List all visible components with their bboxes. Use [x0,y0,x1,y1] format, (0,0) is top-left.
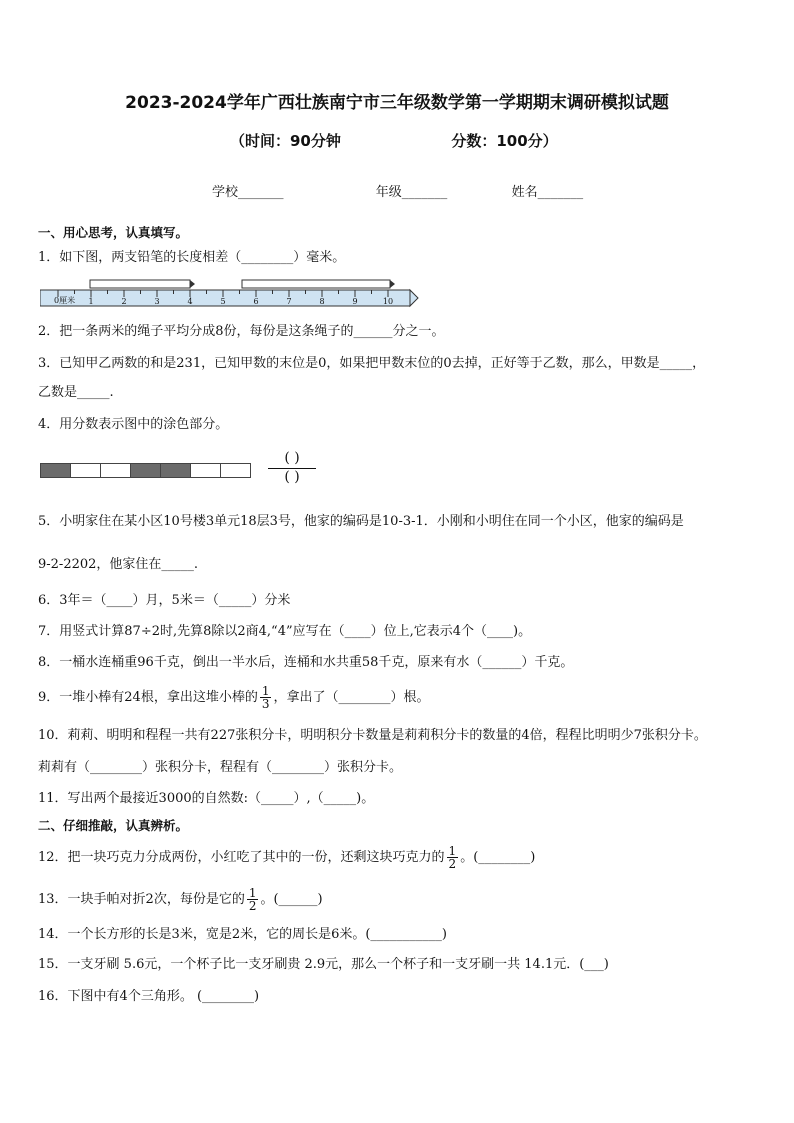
ruler-tick-label: 7 [286,297,292,306]
shaded-cell [160,463,191,478]
ruler-tick-label: 6 [253,297,259,306]
question-11: 11．写出两个最接近3000的自然数:（_____）,（_____)。 [38,791,375,806]
fraction-one-half [247,887,259,912]
question-12 [38,845,535,870]
fraction-numerator: 1 [248,886,257,900]
fraction-numerator: 1 [261,684,270,698]
fraction-denominator-blank: ( ) [284,469,300,485]
pencil-2-tip [390,280,395,288]
grade-field: 年级_______ [375,185,448,200]
school-field: 学校_______ [212,185,284,200]
question-8: 8．一桶水连桶重96千克，倒出一半水后，连桶和水共重58千克，原来有水（______）千克。 [38,655,574,670]
question-13 [38,887,323,912]
empty-cell [100,463,131,478]
question-5-line-1: 5．小明家住在某小区10号楼3单元18层3号，他家的编码是10-3-1．小刚和小明住在同一个小区，他家的编码是 [38,514,684,529]
question-4: 4．用分数表示图中的涂色部分。 [38,417,229,432]
question-10-line-1: 10．莉莉、明明和程程一共有227张积分卡，明明积分卡数量是莉莉积分卡的数量的4倍，程程比明明少7张积分卡。 [38,728,707,743]
question-13-text-b: 。(______) [260,892,323,907]
section-1-heading: 一、用心思考，认真填写。 [38,225,189,240]
name-field: 姓名_______ [511,185,584,200]
question-12-text-a: 12．把一块巧克力分成两份，小红吃了其中的一份，还剩这块巧克力的 [38,850,445,865]
question-2: 2．把一条两米的绳子平均分成8份，每份是这条绳子的______分之一。 [38,324,445,339]
question-9-text-b: ，拿出了（________）根。 [273,690,430,705]
shaded-cell [40,463,71,478]
ruler-zero-label: 0厘米 [54,296,76,305]
fraction-denominator: 2 [448,857,457,871]
fraction-denominator: 2 [248,899,257,913]
score-label: 分数：100分） [451,132,558,150]
ruler-tick-label: 3 [154,297,160,306]
ruler-tick-label: 2 [121,297,127,306]
ruler-figure [40,276,420,308]
question-15: 15．一支牙刷 5.6元，一个杯子比一支牙刷贵 2.9元，那么一个杯子和一支牙刷一共 14.1元．(___) [38,957,609,972]
ruler-tick-label: 10 [382,297,394,306]
question-6: 6．3年＝（____）月，5米＝（_____）分米 [38,593,291,608]
blank-fraction [268,450,316,487]
ruler-tick-label: 5 [220,297,226,306]
question-10-line-2: 莉莉有（________）张积分卡，程程有（________）张积分卡。 [38,760,403,775]
empty-cell [190,463,221,478]
ruler-tick-label: 4 [187,297,193,306]
question-1: 1．如下图，两支铅笔的长度相差（________）毫米。 [38,250,346,265]
pencil-2 [242,280,390,288]
question-9 [38,685,429,710]
empty-cell [70,463,101,478]
ruler-tick-label: 1 [88,297,94,306]
fraction-one-half [447,845,459,870]
shaded-bar [40,463,250,478]
exam-title: 2023-2024学年广西壮族南宁市三年级数学第一学期期末调研模拟试题 [125,93,669,113]
question-7: 7．用竖式计算87÷2时,先算8除以2商4,“4”应写在（____）位上,它表示4个（____)。 [38,624,532,639]
fraction-numerator: 1 [448,844,457,858]
question-3-line-2: 乙数是_____. [38,385,114,400]
shaded-cell [130,463,161,478]
student-info [212,181,583,200]
ruler-tick-label: 9 [352,297,358,306]
question-12-text-b: 。(________) [460,850,536,865]
time-label: （时间：90分钟 [230,132,341,150]
question-5-line-2: 9-2-2202，他家住在_____. [38,557,199,572]
question-13-text-a: 13．一块手帕对折2次，每份是它的 [38,892,245,907]
fraction-denominator: 3 [261,697,270,711]
ruler-end [410,290,418,306]
ruler-tick-label: 8 [319,297,325,306]
section-2-heading: 二、仔细推敲，认真辨析。 [38,818,189,833]
fraction-numerator-blank: ( ) [268,450,316,469]
question-9-text-a: 9．一堆小棒有24根，拿出这堆小棒的 [38,690,258,705]
empty-cell [220,463,251,478]
exam-meta [230,130,558,151]
fraction-one-third [260,685,272,710]
question-3-line-1: 3．已知甲乙两数的和是231，已知甲数的末位是0，如果把甲数末位的0去掉，正好等于乙数，那么，甲数是_____， [38,356,706,371]
question-14: 14．一个长方形的长是3米，宽是2米，它的周长是6米。(___________) [38,927,447,942]
question-16: 16．下图中有4个三角形。 (________) [38,989,260,1004]
pencil-1 [90,280,190,288]
pencil-1-tip [190,280,195,288]
